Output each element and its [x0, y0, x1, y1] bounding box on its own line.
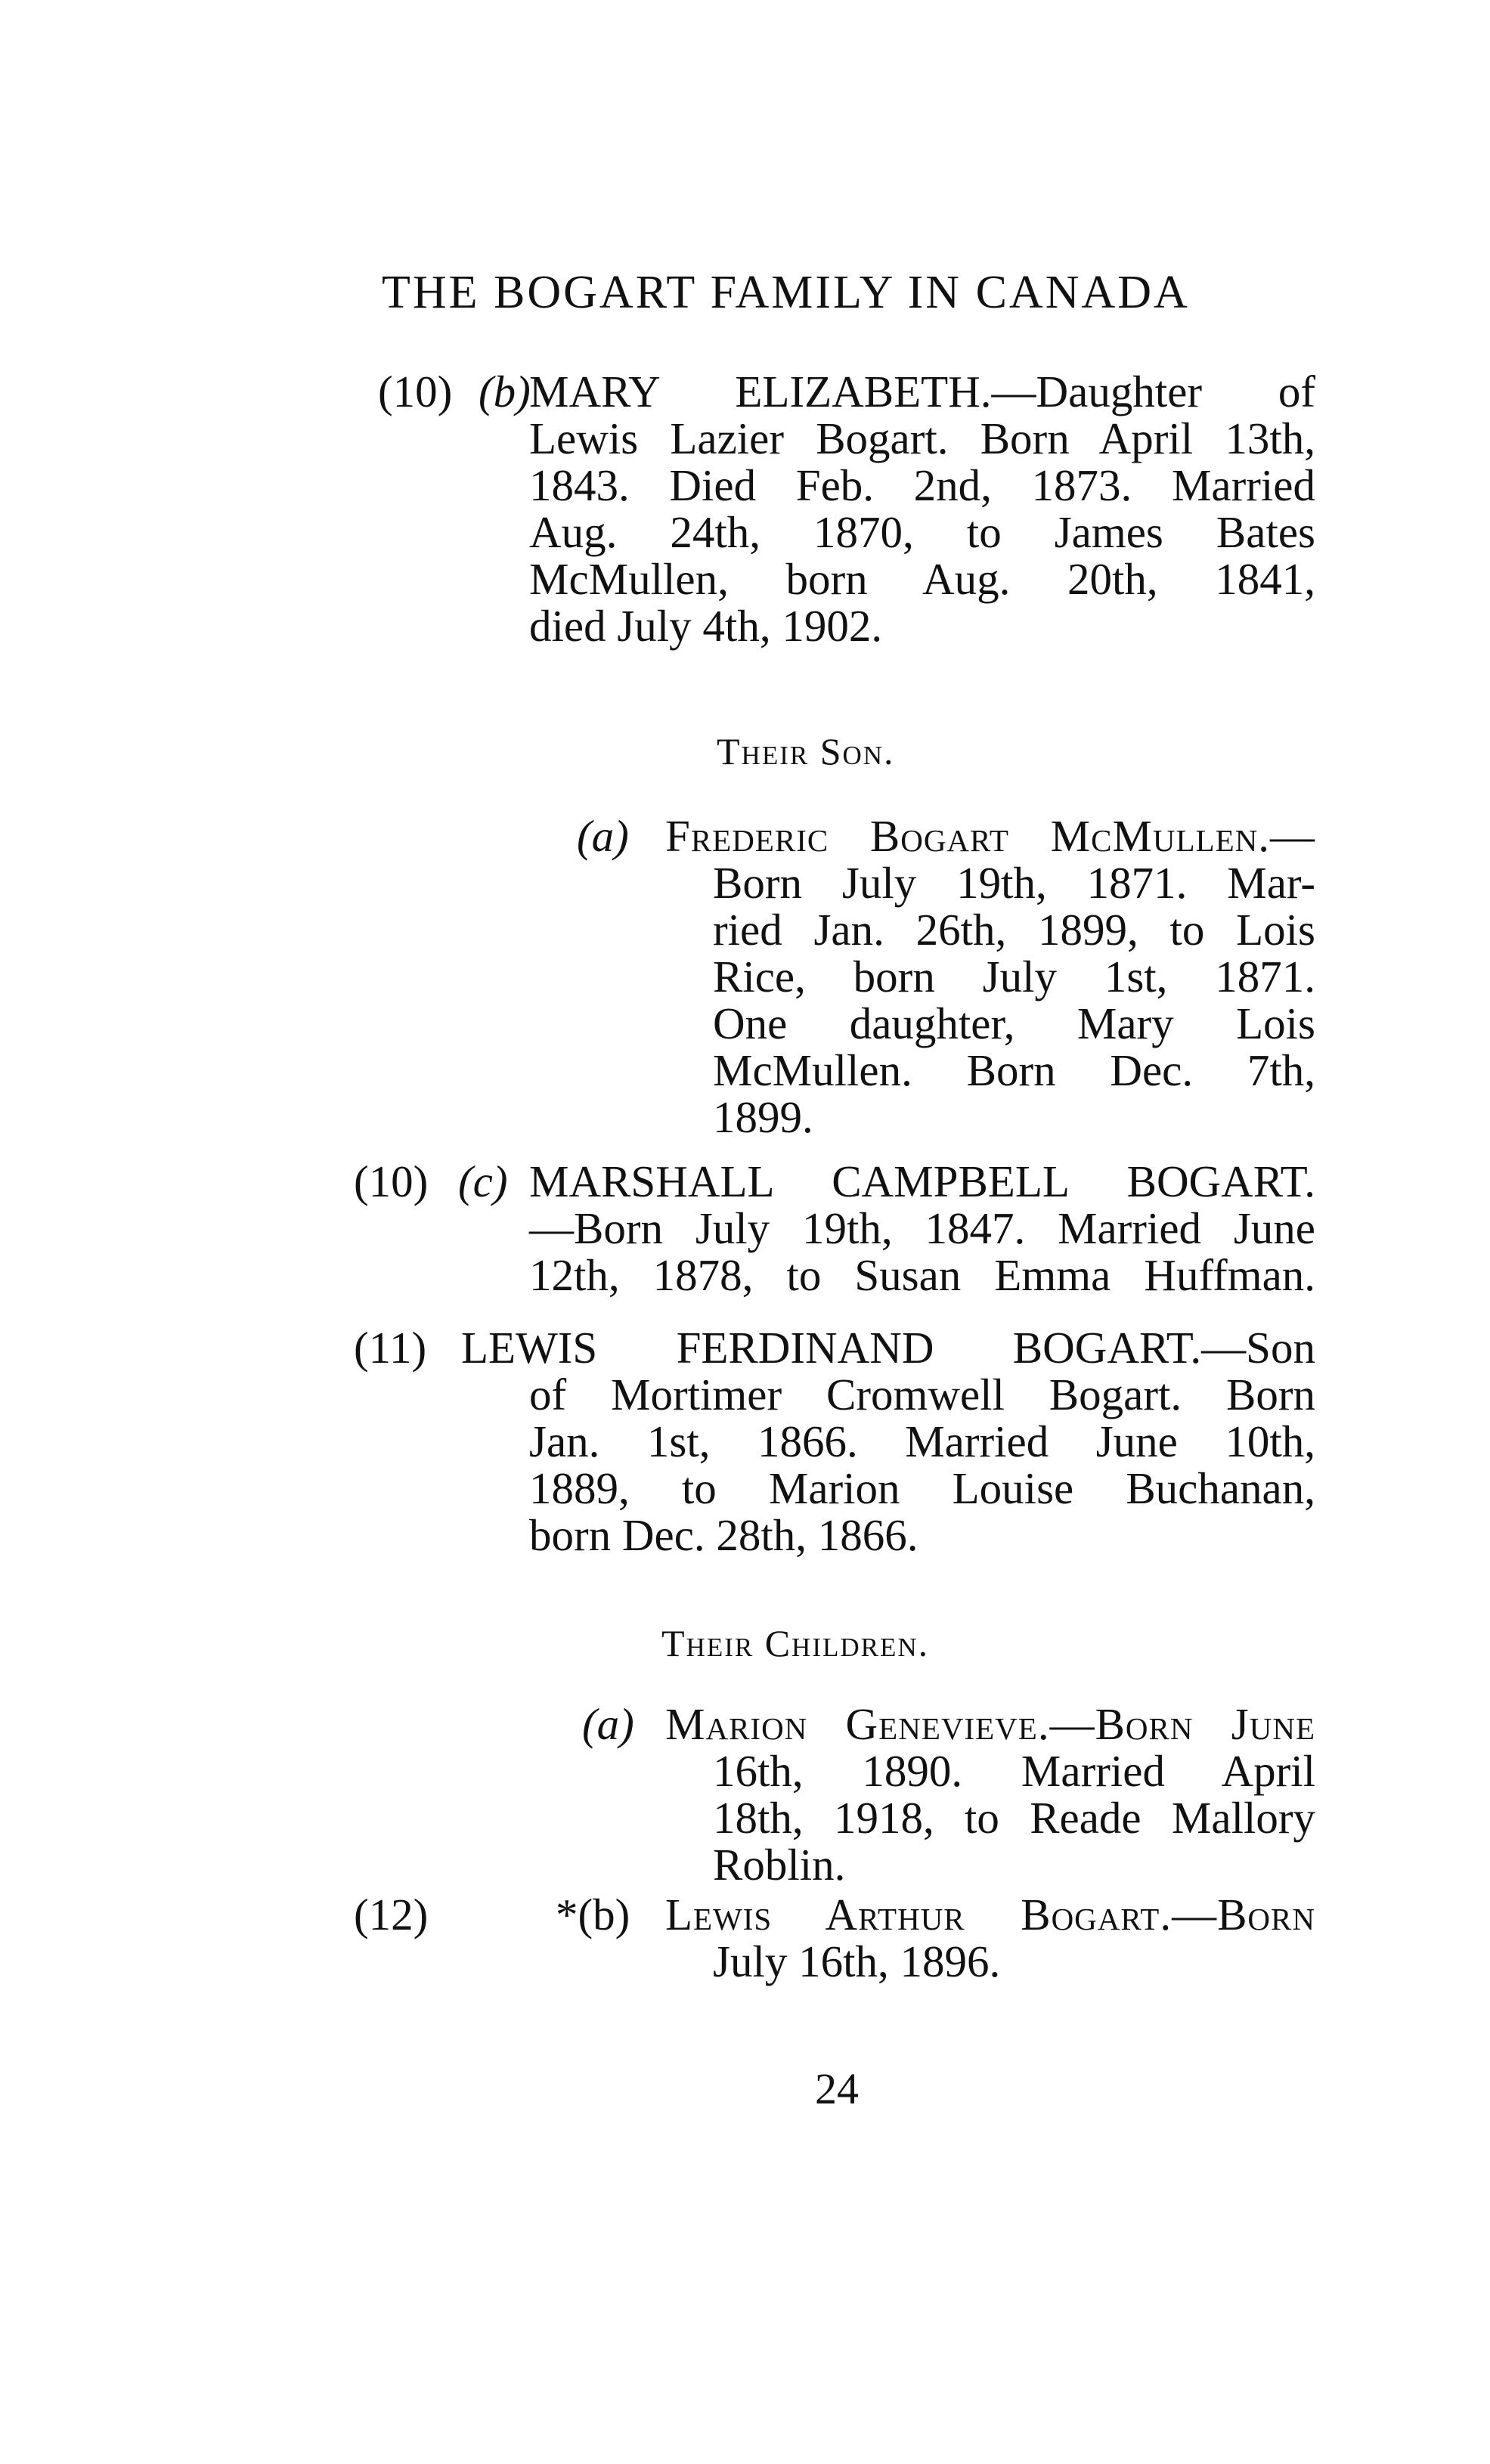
- entry-line: McMullen. Born Dec. 7th,: [713, 1045, 1315, 1095]
- entry-marker: (a): [577, 811, 629, 861]
- subhead-their-children: Their Children.: [661, 1622, 930, 1664]
- entry-marker: (b): [479, 367, 531, 416]
- entry-line: —Born July 19th, 1847. Married June: [529, 1203, 1315, 1253]
- entry-line: of Mortimer Cromwell Bogart. Born: [529, 1370, 1315, 1419]
- entry-line: July 16th, 1896.: [713, 1936, 1001, 1986]
- entry-line: 16th, 1890. Married April: [713, 1746, 1315, 1796]
- entry-line: 1889, to Marion Louise Buchanan,: [529, 1463, 1315, 1513]
- entry-marker: (c): [458, 1156, 508, 1206]
- entry-number: (11): [354, 1323, 427, 1373]
- subhead-their-son: Their Son.: [717, 730, 895, 772]
- entry-line: 1899.: [713, 1092, 813, 1142]
- entry-line: 12th, 1878, to Susan Emma Huffman.: [529, 1250, 1315, 1300]
- entry-line: died July 4th, 1902.: [529, 601, 883, 651]
- page-number: 24: [815, 2064, 859, 2113]
- entry-line: MARSHALL CAMPBELL BOGART.: [529, 1156, 1315, 1206]
- entry-line: Lewis Lazier Bogart. Born April 13th,: [529, 413, 1315, 463]
- entry-line: Jan. 1st, 1866. Married June 10th,: [529, 1416, 1315, 1466]
- entry-line: LEWIS FERDINAND BOGART.—Son: [461, 1323, 1315, 1373]
- entry-marker: *(b): [556, 1890, 630, 1939]
- entry-line: 1843. Died Feb. 2nd, 1873. Married: [529, 460, 1315, 510]
- entry-line: Rice, born July 1st, 1871.: [713, 952, 1315, 1001]
- entry-line: MARY ELIZABETH.—Daughter of: [529, 367, 1315, 416]
- entry-line: Aug. 24th, 1870, to James Bates: [529, 507, 1315, 557]
- entry-line: ried Jan. 26th, 1899, to Lois: [713, 905, 1315, 955]
- running-head: THE BOGART FAMILY IN CANADA: [382, 267, 1190, 318]
- entry-line: One daughter, Mary Lois: [713, 998, 1315, 1048]
- entry-line: Born July 19th, 1871. Mar-: [713, 858, 1315, 908]
- entry-line: Marion Genevieve.—Born June: [665, 1699, 1315, 1749]
- entry-number: (10): [378, 367, 453, 416]
- entry-line: born Dec. 28th, 1866.: [529, 1510, 918, 1560]
- entry-line: McMullen, born Aug. 20th, 1841,: [529, 554, 1315, 604]
- entry-number: (10): [354, 1156, 429, 1206]
- entry-line: Frederic Bogart McMullen.—: [665, 811, 1315, 861]
- entry-line: 18th, 1918, to Reade Mallory: [713, 1793, 1315, 1843]
- entry-line: Lewis Arthur Bogart.—Born: [665, 1890, 1315, 1939]
- entry-line: Roblin.: [713, 1840, 846, 1890]
- entry-number: (12): [354, 1890, 429, 1939]
- entry-marker: (a): [582, 1699, 634, 1749]
